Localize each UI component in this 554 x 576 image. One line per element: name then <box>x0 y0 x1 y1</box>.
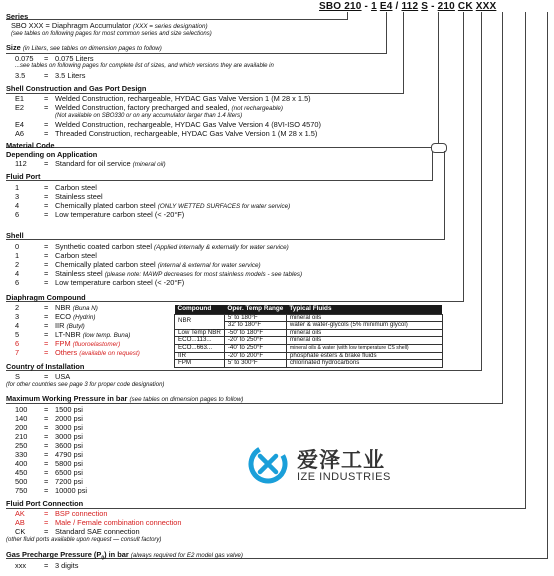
material-row-0 <box>15 159 166 169</box>
connector-shell-h <box>6 239 444 240</box>
shell-eq: = <box>44 260 49 269</box>
pressure-eq: = <box>44 450 49 459</box>
table-cell: NBR <box>175 314 225 329</box>
country-note: (for other countries see page 3 for proper code designation) <box>6 382 165 388</box>
fluid-port-eq: = <box>44 192 49 201</box>
shell-italic: (please note: MAWP decreases for most stainless models - see tables) <box>104 271 303 278</box>
table-cell: -50' to 180°F <box>224 329 286 337</box>
connector-size-v <box>386 12 387 54</box>
pressure-row-8 <box>15 477 87 486</box>
material-eq: = <box>44 159 49 168</box>
table-cell: 5' to 180°F <box>224 314 286 322</box>
series-italic: (XXX = series designation) <box>132 23 208 30</box>
model-code <box>319 1 496 12</box>
diaphragm-code: 7 <box>15 348 20 357</box>
table-cell: 5' to 300°F <box>224 360 286 368</box>
precharge-title-sub: 0 <box>101 555 105 562</box>
size-title-text: Size <box>6 43 21 52</box>
pressure-row-5 <box>15 450 87 459</box>
pressure-text: 2000 psi <box>55 414 83 423</box>
shell-text: Stainless steel <box>55 269 103 278</box>
fluid-connection-row-1 <box>15 518 182 527</box>
table-cell: water & water-glycols (5% minimum glycol) <box>286 322 442 330</box>
diaphragm-code: 4 <box>15 321 20 330</box>
precharge-title-text: Gas Precharge Pressure (P <box>6 550 102 559</box>
shell-construction-row-0 <box>15 94 311 103</box>
country-eq: = <box>44 372 49 381</box>
fluid-connection-eq: = <box>44 509 49 518</box>
fluid-connection-code: AK <box>15 509 25 518</box>
pressure-row-0 <box>15 405 87 414</box>
connector-diaphragm-v <box>463 12 464 302</box>
shell-text: Synthetic coated carbon steel <box>55 242 152 251</box>
section-shell-title: Shell <box>6 231 24 240</box>
pressure-code: 330 <box>15 450 28 459</box>
section-diaphragm-title: Diaphragm Compound <box>6 293 86 302</box>
pressure-row-2 <box>15 423 87 432</box>
table-cell: mineral oils <box>286 337 442 345</box>
table-cell: IIR <box>175 352 225 360</box>
table-row <box>175 337 443 345</box>
diaphragm-italic: (low temp. Buna) <box>82 332 131 339</box>
pressure-row-3 <box>15 432 87 441</box>
fluid-connection-text: BSP connection <box>55 509 108 518</box>
fluid-port-code: 4 <box>15 201 20 210</box>
shell-eq: = <box>44 269 49 278</box>
diaphragm-italic: (available on request) <box>79 350 140 357</box>
fluid-connection-code: AB <box>15 518 25 527</box>
fluid-connection-row-2 <box>15 527 140 536</box>
shell-construction-row-1 <box>15 103 283 113</box>
connector-shell-construction-v <box>403 12 404 94</box>
pressure-code: 500 <box>15 477 28 486</box>
shell-italic: (Applied internally & externally for water service) <box>154 244 289 251</box>
size-eq: = <box>44 54 49 63</box>
pressure-code: 140 <box>15 414 28 423</box>
size-text: 0.075 Liters <box>55 54 94 63</box>
material-code: 112 <box>15 159 27 168</box>
shell-text: Chemically plated carbon steel <box>55 260 156 269</box>
diaphragm-eq: = <box>44 312 49 321</box>
shell-construction-row-2 <box>15 120 321 129</box>
code-slash: / <box>395 1 399 12</box>
shell-construction-eq: = <box>44 120 49 129</box>
connector-fluid-port-v <box>432 151 433 181</box>
fluid-port-row-0 <box>15 183 97 192</box>
fluid-port-eq: = <box>44 201 49 210</box>
shell-eq: = <box>44 242 49 251</box>
diaphragm-italic: (Hydrin) <box>73 314 96 321</box>
size-row-0 <box>15 54 94 63</box>
connector-precharge-v <box>547 12 548 559</box>
shell-eq: = <box>44 251 49 260</box>
code-precharge: XXX <box>475 1 497 12</box>
precharge-title-note: (always required for E2 model gas valve) <box>130 552 243 559</box>
diaphragm-italic: (Butyl) <box>66 323 85 330</box>
shell-construction-note: (Not available on SBO330 or on any accumulator larger than 1.4 liters) <box>55 113 243 119</box>
diaphragm-code: 3 <box>15 312 20 321</box>
shell-code: 0 <box>15 242 20 251</box>
shell-construction-eq: = <box>44 129 49 138</box>
pressure-row-1 <box>15 414 87 423</box>
compound-table-header <box>175 305 443 314</box>
pressure-row-9 <box>15 486 87 495</box>
code-pressure: 210 <box>437 1 455 12</box>
section-pressure-title <box>6 394 243 403</box>
shell-code: 2 <box>15 260 20 269</box>
shell-construction-text: Threaded Construction, rechargeable, HYDAC Gas Valve Version 1 (M 28 x 1.5) <box>55 129 318 138</box>
diaphragm-row-5 <box>15 348 140 358</box>
table-cell: mineral oils <box>286 329 442 337</box>
connector-shell-v <box>444 151 445 240</box>
shell-code: 4 <box>15 269 20 278</box>
diaphragm-eq: = <box>44 321 49 330</box>
fluid-port-code: 3 <box>15 192 20 201</box>
diaphragm-code: 5 <box>15 330 20 339</box>
pressure-code: 400 <box>15 459 28 468</box>
section-material-title: Material Code <box>6 141 55 150</box>
pressure-text: 5800 psi <box>55 459 83 468</box>
pressure-text: 6500 psi <box>55 468 83 477</box>
table-cell: -20' to 200°F <box>224 352 286 360</box>
size-text: 3.5 Liters <box>55 71 86 80</box>
size-row-1 <box>15 71 85 80</box>
pressure-code: 250 <box>15 441 28 450</box>
diaphragm-code: 6 <box>15 339 20 348</box>
connector-fluid-connection-v <box>525 12 526 509</box>
pressure-title-note: (see tables on dimension pages to follow) <box>129 396 244 403</box>
diaphragm-eq: = <box>44 339 49 348</box>
shell-construction-text: Welded Construction, rechargeable, HYDAC Gas Valve Version 4 (8VI-ISO 4570) <box>55 120 321 129</box>
connector-pressure-v <box>502 12 503 404</box>
precharge-row-0 <box>15 561 78 570</box>
code-country: S <box>421 1 429 12</box>
compound-table <box>174 305 443 368</box>
table-cell: mineral oils <box>286 314 442 322</box>
diaphragm-italic: (Buna N) <box>72 305 98 312</box>
code-series: SBO 210 <box>319 1 362 12</box>
shell-construction-text: Welded Construction, factory precharged and sealed, <box>55 103 230 112</box>
brand-name-en: IZE INDUSTRIES <box>297 471 391 483</box>
shell-eq: = <box>44 278 49 287</box>
fluid-connection-eq: = <box>44 527 49 536</box>
table-row <box>175 360 443 368</box>
table-cell: mineral oils & water (with low temperature CS shell) <box>286 344 442 352</box>
pressure-eq: = <box>44 423 49 432</box>
country-text: USA <box>55 372 71 381</box>
compound-header: Compound <box>175 305 225 314</box>
material-text: Standard for oil service <box>55 159 131 168</box>
pressure-row-4 <box>15 441 87 450</box>
section-precharge-title <box>6 550 243 561</box>
shell-construction-text: Welded Construction, rechargeable, HYDAC Gas Valve Version 1 (M 28 x 1.5) <box>55 94 311 103</box>
pressure-eq: = <box>44 468 49 477</box>
shell-row-1 <box>15 251 97 260</box>
diaphragm-eq: = <box>44 348 49 357</box>
pressure-text: 7200 psi <box>55 477 83 486</box>
table-cell: -20' to 250°F <box>224 337 286 345</box>
pressure-text: 3000 psi <box>55 423 83 432</box>
shell-text: Carbon steel <box>55 251 97 260</box>
precharge-text: 3 digits <box>55 561 79 570</box>
shell-italic: (internal & external for water service) <box>157 262 261 269</box>
pressure-code: 210 <box>15 432 28 441</box>
shell-construction-eq: = <box>44 103 49 112</box>
series-eq: = <box>45 21 50 30</box>
fluid-port-text: Stainless steel <box>55 192 103 201</box>
table-cell: ECO...663... <box>175 344 225 352</box>
connector-country-v <box>481 12 482 371</box>
section-size-title <box>6 43 162 52</box>
fluid-connection-row-0 <box>15 509 107 518</box>
shell-construction-code: E1 <box>15 94 25 103</box>
pressure-eq: = <box>44 414 49 423</box>
country-row-0 <box>15 372 70 381</box>
connector-series-h <box>6 19 347 20</box>
pressure-text: 1500 psi <box>55 405 83 414</box>
pressure-eq: = <box>44 477 49 486</box>
fluid-port-text: Chemically plated carbon steel <box>55 201 156 210</box>
section-shell-construction-title: Shell Construction and Gas Port Design <box>6 84 147 93</box>
table-cell: chlorinated hydrocarbons <box>286 360 442 368</box>
shell-construction-eq: = <box>44 94 49 103</box>
country-code: S <box>15 372 20 381</box>
table-cell: -40' to 250°F <box>224 344 286 352</box>
pressure-text: 3600 psi <box>55 441 83 450</box>
pressure-text: 10000 psi <box>55 486 88 495</box>
table-row <box>175 344 443 352</box>
size-eq: = <box>44 71 49 80</box>
code-fluid-connection: CK <box>457 1 473 12</box>
shell-construction-code: E4 <box>15 120 25 129</box>
fluid-connection-text: Male / Female combination connection <box>55 518 182 527</box>
pressure-eq: = <box>44 486 49 495</box>
material-italic: (mineral oil) <box>132 161 166 168</box>
diaphragm-eq: = <box>44 303 49 312</box>
section-material-subtitle: Depending on Application <box>6 150 98 159</box>
table-cell: FPM <box>175 360 225 368</box>
series-row <box>11 21 208 31</box>
precharge-title-end: ) in bar <box>104 550 129 559</box>
series-text: Diaphragm Accumulator <box>51 21 131 30</box>
size-note: ...see tables on following pages for complete list of sizes, and which versions they are available in <box>15 63 274 69</box>
pressure-eq: = <box>44 432 49 441</box>
table-cell: Low Temp NBR <box>175 329 225 337</box>
pressure-eq: = <box>44 459 49 468</box>
connector-series-v <box>347 12 348 20</box>
fluid-port-text: Carbon steel <box>55 183 97 192</box>
pressure-list <box>15 405 87 495</box>
series-note: (see tables on following pages for most common series and size selections) <box>11 31 212 37</box>
size-code: 3.5 <box>15 71 26 80</box>
typical-fluids-header: Typical Fluids <box>286 305 442 314</box>
pressure-row-7 <box>15 468 87 477</box>
section-series-title: Series <box>6 12 29 21</box>
table-cell: ECO...113... <box>175 337 225 345</box>
pressure-code: 100 <box>15 405 28 414</box>
table-cell: phosphate esters & brake fluids <box>286 352 442 360</box>
size-title-note: (in Liters, see tables on dimension pages to follow) <box>22 45 162 52</box>
shell-code: 1 <box>15 251 20 260</box>
shell-construction-code: A6 <box>15 129 25 138</box>
fluid-connection-eq: = <box>44 518 49 527</box>
shell-text: Low temperature carbon steel (< -20°F) <box>55 278 185 287</box>
code-material: 112 <box>401 1 419 12</box>
brand-name-cn: 爱泽工业 <box>297 449 385 472</box>
connector-fluid-port-h <box>6 180 432 181</box>
diaphragm-text: FPM <box>55 339 71 348</box>
code-dash-1: - <box>364 1 369 12</box>
code-size: 1 <box>371 1 377 12</box>
section-fluid-port-title: Fluid Port <box>6 172 41 181</box>
shell-construction-code: E2 <box>15 103 25 112</box>
connector-material-v <box>438 12 439 143</box>
fluid-connection-note: (other fluid ports available upon request — consult factory) <box>6 537 162 543</box>
diaphragm-code: 2 <box>15 303 20 312</box>
fluid-port-row-3 <box>15 210 184 219</box>
pressure-code: 450 <box>15 468 28 477</box>
diaphragm-eq: = <box>44 330 49 339</box>
pressure-code: 200 <box>15 423 28 432</box>
pressure-code: 750 <box>15 486 28 495</box>
fluid-connection-code: CK <box>15 527 26 536</box>
diaphragm-italic: (fluoroelastomer) <box>72 341 121 348</box>
fluid-port-italic: (ONLY WETTED SURFACES for water service) <box>157 203 291 210</box>
fluid-port-eq: = <box>44 183 49 192</box>
section-country-title: Country of Installation <box>6 362 85 371</box>
fluid-port-eq: = <box>44 210 49 219</box>
shell-row-4 <box>15 278 184 287</box>
precharge-eq: = <box>44 561 49 570</box>
shell-code: 6 <box>15 278 20 287</box>
pressure-text: 3000 psi <box>55 432 83 441</box>
table-cell: 32' to 180°F <box>224 322 286 330</box>
fluid-connection-text: Standard SAE connection <box>55 527 140 536</box>
pressure-text: 4790 psi <box>55 450 83 459</box>
code-shell-construction: E4 <box>379 1 393 12</box>
precharge-code: xxx <box>15 561 27 570</box>
diaphragm-text: LT-NBR <box>55 330 81 339</box>
size-code: 0.075 <box>15 54 34 63</box>
connector-pressure-h <box>6 403 502 404</box>
fluid-port-code: 6 <box>15 210 20 219</box>
diaphragm-text: ECO <box>55 312 72 321</box>
fluid-port-code: 1 <box>15 183 20 192</box>
temp-range-header: Oper. Temp Range <box>224 305 286 314</box>
diaphragm-text: NBR <box>55 303 71 312</box>
fluid-port-row-1 <box>15 192 103 201</box>
diaphragm-text: IIR <box>55 321 65 330</box>
series-code: SBO XXX <box>11 21 44 30</box>
shell-construction-row-3 <box>15 129 317 138</box>
connector-material-h <box>6 147 432 148</box>
pressure-title-text: Maximum Working Pressure in bar <box>6 394 128 403</box>
fluid-port-text: Low temperature carbon steel (< -20°F) <box>55 210 185 219</box>
pressure-eq: = <box>44 441 49 450</box>
diaphragm-text: Others <box>55 348 78 357</box>
section-fluid-connection-title: Fluid Port Connection <box>6 499 84 508</box>
shell-construction-italic: (not rechargeable) <box>231 105 283 112</box>
pressure-row-6 <box>15 459 87 468</box>
code-dash-2: - <box>431 1 435 12</box>
pressure-eq: = <box>44 405 49 414</box>
ize-logo-icon <box>248 444 288 484</box>
